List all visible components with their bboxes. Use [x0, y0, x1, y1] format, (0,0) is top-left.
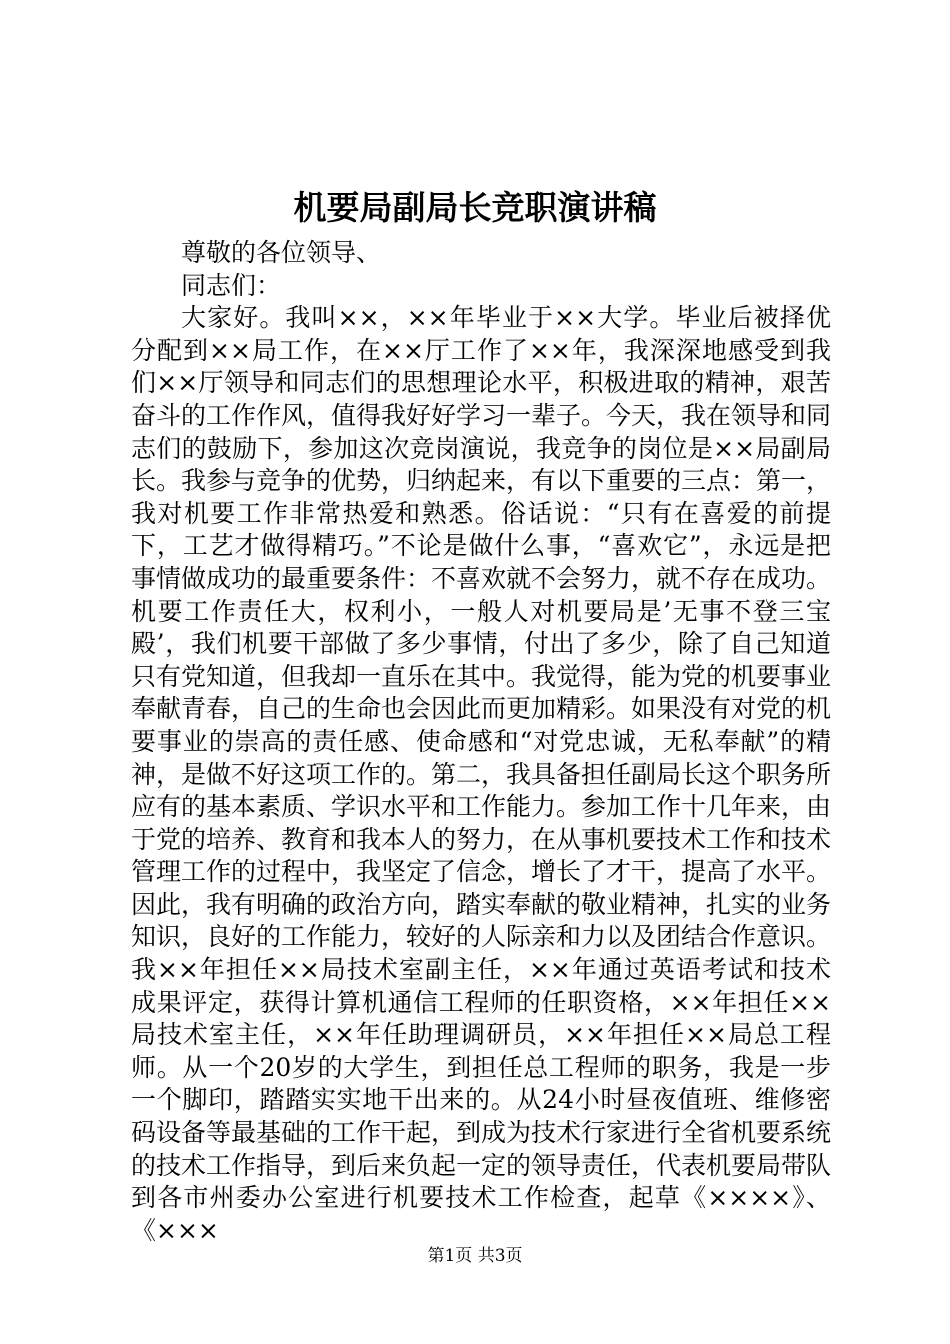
document-title: 机要局副局长竞职演讲稿 [293, 188, 657, 227]
page-number-footer: 第1页 共3页 [427, 1246, 523, 1266]
salutation-line-1: 尊敬的各位领导、 [181, 238, 382, 267]
body-paragraph: 大家好。我叫××，××年毕业于××大学。毕业后被择优分配到××局工作，在××厅工作了××年，我深深地感受到我们××厅领导和同志们的思想理论水平，积极进取的精神，艰苦奋斗的工作作风，值得我好好学习一辈子。今天，我在领导和同志们的鼓励下，参加这次竞岗演说，我竞争的岗位是××局副局长。我参与竞争的优势，归纳起来，有以下重要的三点：第一，我对机要工作非常热爱和熟悉。俗话说：“只有在喜爱的前提下，工艺才做得精巧。”不论是做什么事，“喜欢它”，永远是把事情做成功的最重要条件：不喜欢就不会努力，就不存在成功。机要工作责任大，权利小，一般人对机要局是’无事不登三宝殿’，我们机要干部做了多少事情，付出了多少，除了自己知道只有党知道，但我却一直乐在其中。我觉得，能为党的机要事业奉献青春，自己的生命也会因此而更加精彩。如果没有对党的机要事业的崇高的责任感、使命感和“对党忠诚，无私奉献”的精神，是做不好这项工作的。第二，我具备担任副局长这个职务所应有的基本素质、学识水平和工作能力。参加工作十几年来，由于党的培养、教育和我本人的努力，在从事机要技术工作和技术管理工作的过程中，我坚定了信念，增长了才干，提高了水平。因此，我有明确的政治方向，踏实奉献的敬业精神，扎实的业务知识，良好的工作能力，较好的人际亲和力以及团结合作意识。我××年担任××局技术室副主任，××年通过英语考试和技术成果评定，获得计算机通信工程师的任职资格，××年担任××局技术室主任，××年任助理调研员，××年担任××局总工程师。从一个20岁的大学生，到担任总工程师的职务，我是一步一个脚印，踏踏实实地干出来的。从24小时昼夜值班、维修密码设备等最基础的工作干起，到成为技术行家进行全省机要系统的技术工作指导，到后来负起一定的领导责任，代表机要局带队到各市州委办公室进行机要技术工作检查，起草《××××》、《××× [131, 303, 832, 1245]
salutation-line-2: 同志们： [181, 270, 282, 300]
document-body [131, 237, 831, 1247]
